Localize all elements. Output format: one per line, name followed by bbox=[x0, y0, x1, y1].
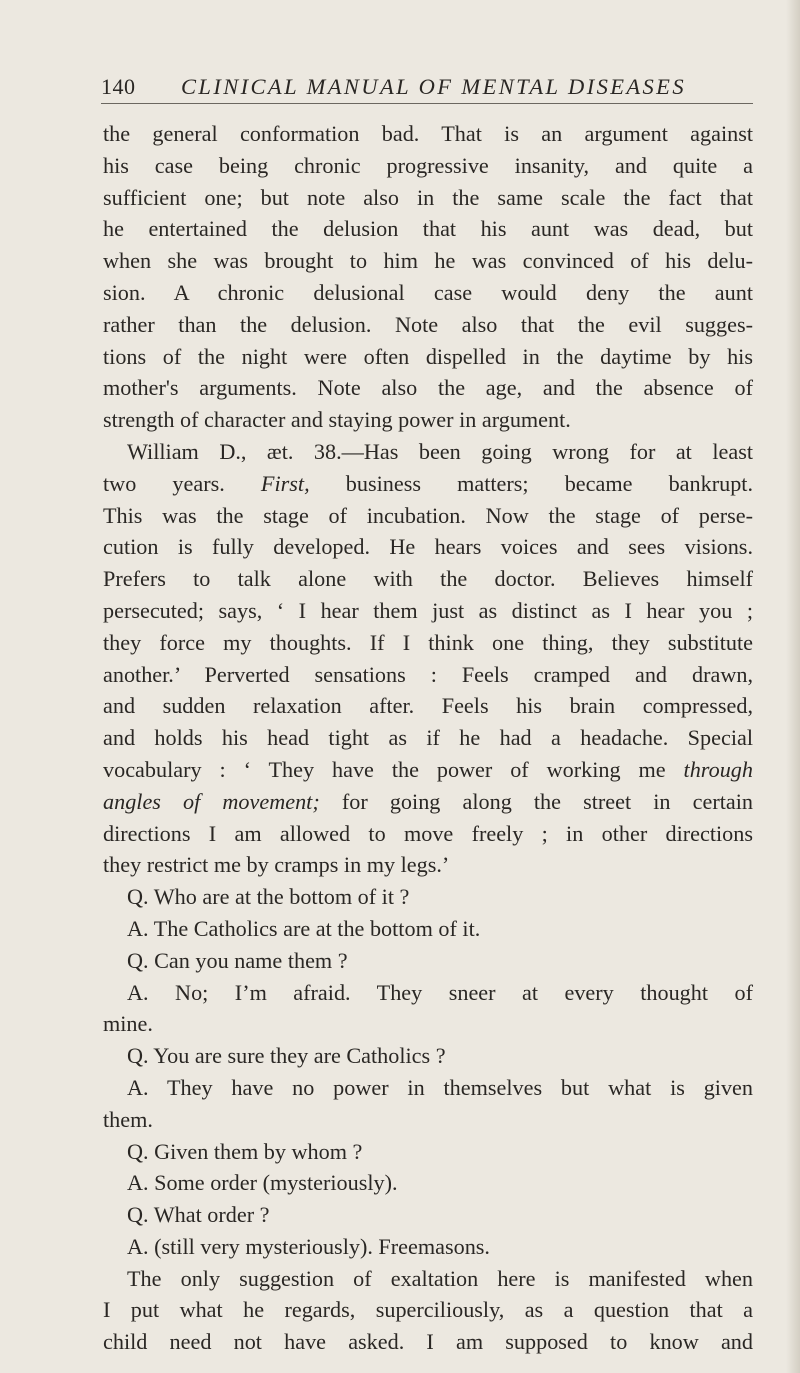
text-line: mother's arguments. Note also the age, and the absence of bbox=[103, 375, 753, 401]
text-line: child need not have asked. I am supposed to know and bbox=[103, 1329, 753, 1355]
text-line: them. bbox=[103, 1106, 153, 1132]
text-line: A. Some order (mysteriously). bbox=[127, 1170, 398, 1196]
text-line: A. (still very mysteriously). Freemasons. bbox=[127, 1233, 490, 1259]
text-line: Q. You are sure they are Catholics ? bbox=[127, 1043, 446, 1069]
header-rule bbox=[101, 103, 753, 104]
text-line bbox=[103, 754, 753, 786]
text-line: A. No; I’m afraid. They sneer at every thought of bbox=[127, 979, 753, 1005]
text-line: and sudden relaxation after. Feels his brain compressed, bbox=[103, 693, 753, 719]
text-line: cution is fully developed. He hears voices and sees visions. bbox=[103, 534, 753, 560]
text-line: William D., æt. 38.—Has been going wrong for at least bbox=[127, 438, 753, 464]
text-line: persecuted; says, ‘ I hear them just as distinct as I hear you ; bbox=[103, 597, 753, 623]
text-run: for going along the street in certain bbox=[319, 788, 753, 814]
text-run: vocabulary : ‘ They have the power of working me bbox=[103, 756, 684, 782]
text-line: strength of character and staying power in argument. bbox=[103, 407, 571, 433]
text-line: mine. bbox=[103, 1011, 153, 1037]
italic-text-run: through bbox=[683, 756, 753, 782]
text-line: they restrict me by cramps in my legs.’ bbox=[103, 852, 450, 878]
text-line: directions I am allowed to move freely ; in other directions bbox=[103, 820, 753, 846]
page-edge-shadow bbox=[786, 0, 800, 1373]
text-line: the general conformation bad. That is an argument against bbox=[103, 121, 753, 146]
text-line: A. They have no power in themselves but what is given bbox=[127, 1074, 753, 1100]
italic-text-run: First, bbox=[260, 470, 310, 496]
text-line bbox=[103, 786, 753, 818]
text-line: tions of the night were often dispelled in the daytime by his bbox=[103, 343, 753, 369]
text-run: business matters; became bankrupt. bbox=[309, 470, 753, 496]
text-line: The only suggestion of exaltation here is manifested when bbox=[127, 1265, 753, 1291]
running-head: CLINICAL MANUAL OF MENTAL DISEASES bbox=[181, 74, 686, 99]
body-text bbox=[103, 118, 753, 1358]
text-line: he entertained the delusion that his aunt was dead, but bbox=[103, 216, 753, 242]
page-number: 140 bbox=[101, 74, 136, 99]
text-line: Q. What order ? bbox=[127, 1202, 270, 1228]
text-line: Q. Can you name them ? bbox=[127, 947, 348, 973]
text-line: This was the stage of incubation. Now the stage of perse- bbox=[103, 502, 753, 528]
text-line: they force my thoughts. If I think one thing, they substitute bbox=[103, 629, 753, 655]
text-line: Q. Who are at the bottom of it ? bbox=[127, 884, 410, 910]
italic-text-run: angles of movement; bbox=[103, 788, 320, 814]
text-line: A. The Catholics are at the bottom of it. bbox=[127, 915, 481, 941]
page-header bbox=[101, 66, 741, 106]
text-line: when she was brought to him he was convinced of his delu- bbox=[103, 248, 753, 274]
text-line: his case being chronic progressive insanity, and quite a bbox=[103, 152, 753, 178]
text-line bbox=[103, 468, 753, 500]
text-line: Prefers to talk alone with the doctor. Believes himself bbox=[103, 566, 753, 592]
text-line: Q. Given them by whom ? bbox=[127, 1138, 363, 1164]
text-line: sufficient one; but note also in the same scale the fact that bbox=[103, 184, 753, 210]
text-run: two years. bbox=[103, 470, 261, 496]
text-line: another.’ Perverted sensations : Feels cramped and drawn, bbox=[103, 661, 753, 687]
text-line: I put what he regards, superciliously, as a question that a bbox=[103, 1297, 753, 1323]
text-line: sion. A chronic delusional case would deny the aunt bbox=[103, 279, 753, 305]
text-line: and holds his head tight as if he had a headache. Special bbox=[103, 725, 753, 751]
text-line: rather than the delusion. Note also that the evil sugges- bbox=[103, 311, 753, 337]
